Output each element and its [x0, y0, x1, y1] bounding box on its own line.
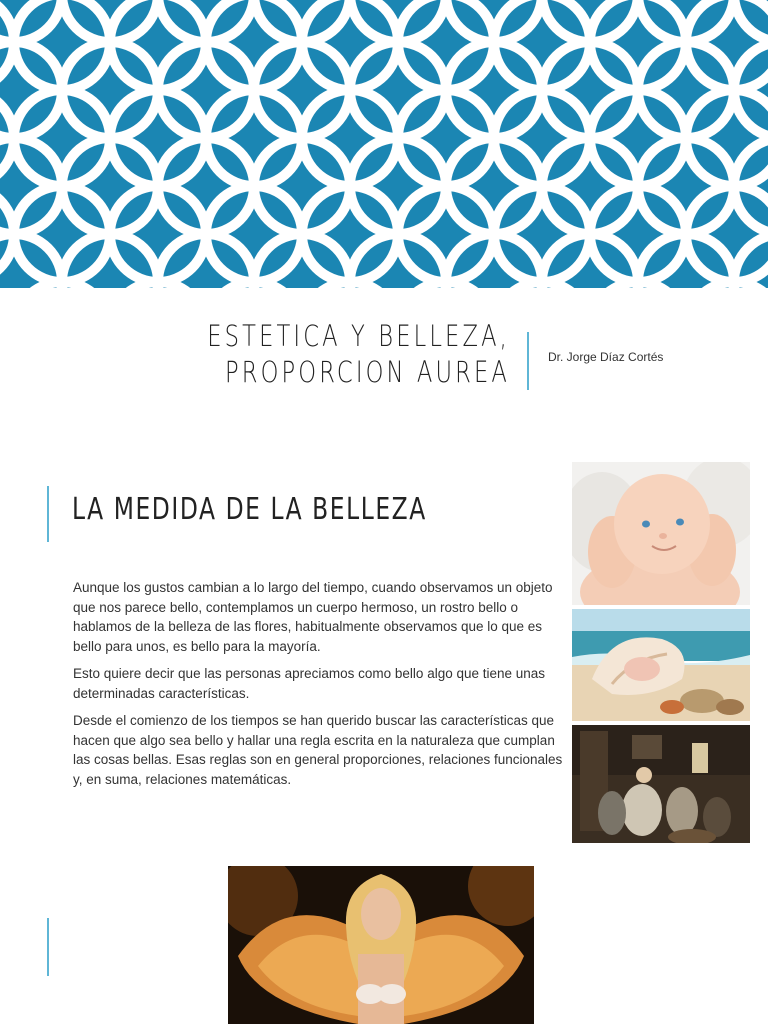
- heading-accent-line: [47, 486, 49, 542]
- section-heading: LA MEDIDA DE LA BELLEZA: [72, 492, 427, 527]
- las-meninas-painting: [572, 725, 750, 843]
- slide-accent-line: [47, 918, 49, 976]
- presentation-title: ESTETICA Y BELLEZA, PROPORCION AUREA: [207, 319, 510, 389]
- title-divider: [527, 332, 529, 390]
- author-name: Dr. Jorge Díaz Cortés: [548, 350, 664, 364]
- title-slide: [0, 288, 768, 440]
- baby-photo: [572, 462, 750, 605]
- decorative-pattern-banner: [0, 0, 768, 288]
- paragraph: Aunque los gustos cambian a lo largo del tiempo, cuando observamos un objeto que nos parece bello, contemplamos un cuerpo hermoso, un rostro bello o hablamos de la belleza de las flores, habitualmente observamos que lo que es bello para unos, es bello para la mayoría.: [73, 580, 553, 654]
- seashell-photo: [572, 609, 750, 721]
- paragraph: Esto quiere decir que las personas apreciamos como bello algo que tiene unas determinadas características.: [73, 666, 546, 701]
- paragraph: Desde el comienzo de los tiempos se han querido buscar las características que hacen que algo sea bello y hallar una regla escrita en la naturaleza que cumplan las cosas bellas. Esas reglas son en general proporciones, relaciones funcionales y, en suma, relaciones matemáticas.: [73, 713, 563, 787]
- body-text: [73, 578, 573, 797]
- angel-wings-model-photo: [228, 866, 534, 1024]
